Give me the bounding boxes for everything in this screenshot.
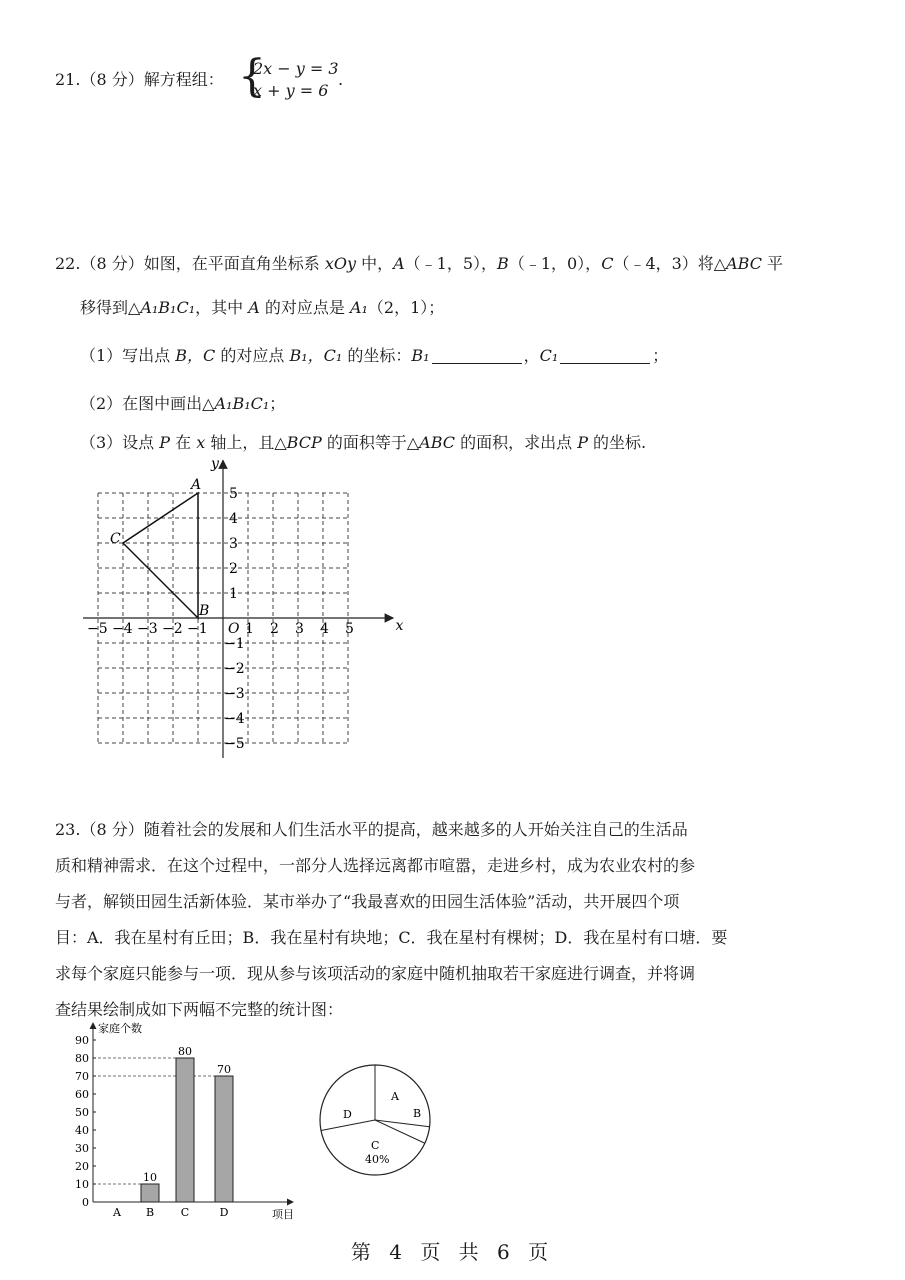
q22-part2 xyxy=(80,394,285,414)
pie-chart xyxy=(315,1060,440,1185)
point-a-coord: （﹣1，5）， xyxy=(404,254,498,273)
bar-y-tick-label: 90 xyxy=(75,1034,89,1047)
point-a-label: A xyxy=(248,298,260,317)
bar-y-tick-label: 0 xyxy=(82,1196,89,1209)
q21-score: （8 分） xyxy=(80,70,144,89)
q22-text: 的坐标. xyxy=(587,433,647,452)
q22-text: 平 xyxy=(761,254,784,273)
y-tick-label: 2 xyxy=(229,561,238,577)
point-b-coord: （﹣1，0）， xyxy=(508,254,602,273)
x-axis-label: x xyxy=(395,618,404,634)
point-a1-label: A₁ xyxy=(349,298,368,317)
q22-text: 轴上，且△ xyxy=(205,433,287,452)
q22-part1 xyxy=(80,346,668,366)
point-a-label: A xyxy=(393,254,405,273)
bar-b xyxy=(141,1184,159,1202)
q22-system: xOy xyxy=(324,254,357,273)
q22-text: ； xyxy=(652,346,669,365)
pie-label-c: C xyxy=(371,1139,380,1152)
y-tick-label: 4 xyxy=(229,511,238,527)
tick-labels xyxy=(87,486,354,752)
x-tick-label: 3 xyxy=(295,621,304,637)
triangle-bcp: BCP xyxy=(286,433,322,452)
point-c-coord: （﹣4，3）将△ xyxy=(613,254,727,273)
bar-category-label: D xyxy=(219,1206,229,1219)
x-tick-label: −3 xyxy=(137,621,158,637)
q23-line: 求每个家庭只能参与一项．现从参与该项活动的家庭中随机抽取若干家庭进行调查，并将调 xyxy=(55,964,696,983)
bar-chart xyxy=(55,1018,315,1228)
q22-text: 在 xyxy=(170,433,197,452)
y-tick-label: −3 xyxy=(224,686,245,702)
bar-y-tick-label: 30 xyxy=(75,1142,89,1155)
bar-category-label: C xyxy=(180,1206,190,1219)
x-axis-label-text: x xyxy=(196,433,206,452)
q22-text: 的面积，求出点 xyxy=(455,433,578,452)
points-b1c1: B₁，C₁ xyxy=(289,346,343,365)
q23-line: 目：A．我在星村有丘田；B．我在星村有块地；C．我在星村有棵树；D．我在星村有口塘．要 xyxy=(55,928,728,947)
y-tick-label: −2 xyxy=(224,661,245,677)
pie-percent-c: 40% xyxy=(365,1153,390,1166)
q22-line1 xyxy=(55,254,783,274)
q22-text: 的面积等于△ xyxy=(321,433,420,452)
q22-text: ； xyxy=(269,394,286,413)
q22-text: 如图，在平面直角坐标系 xyxy=(143,254,325,273)
bar-y-tick-label: 80 xyxy=(75,1052,89,1065)
y-tick-label: 5 xyxy=(229,486,238,502)
y-tick-label: −5 xyxy=(224,736,245,752)
bar-x-label: 项目 xyxy=(272,1208,294,1221)
q21-eq1: 2x − y = 3 xyxy=(253,59,339,78)
x-tick-label: −4 xyxy=(112,621,133,637)
x-tick-label: 4 xyxy=(320,621,329,637)
point-p-label: P xyxy=(159,433,171,452)
bar-y-tick-label: 50 xyxy=(75,1106,89,1119)
q23-line: 质和精神需求．在这个过程中，一部分人选择远离都市喧嚣，走进乡村，成为农业农村的参 xyxy=(55,856,696,875)
triangle-abc: ABC xyxy=(419,433,455,452)
bar-category-label: A xyxy=(113,1206,121,1219)
bar-y-tick-label: 60 xyxy=(75,1088,89,1101)
x-tick-label: 2 xyxy=(270,621,279,637)
bar-y-label: 家庭个数 xyxy=(98,1022,142,1035)
q22-text: （2）在图中画出△ xyxy=(80,394,215,413)
points-bc: B，C xyxy=(175,346,216,365)
y-tick-label: 3 xyxy=(229,536,238,552)
q22-score: （8 分） xyxy=(80,254,144,273)
q23-line: 与者，解锁田园生活新体验．某市举办了“我最喜欢的田园生活体验”活动，共开展四个项 xyxy=(55,892,680,911)
pie-label: B xyxy=(413,1107,422,1120)
x-tick-label: −1 xyxy=(187,621,208,637)
bar-value-label: 70 xyxy=(217,1063,231,1076)
q22-text: ，其中 xyxy=(195,298,249,317)
answer-blank-c1[interactable] xyxy=(560,347,650,364)
answer-label-b1: B₁ xyxy=(411,346,430,365)
bar-value-label: 10 xyxy=(143,1171,157,1184)
pie-radius xyxy=(321,1120,375,1130)
point-a1-coord: （2，1）； xyxy=(367,298,445,317)
origin-label: O xyxy=(228,621,240,637)
answer-blank-b1[interactable] xyxy=(432,347,522,364)
x-tick-label: −5 xyxy=(87,621,108,637)
page-number: 第 4 页 共 6 页 xyxy=(350,1240,555,1264)
point-label-b: B xyxy=(199,603,210,619)
point-label-c: C xyxy=(110,531,121,547)
q22-text: 的对应点 xyxy=(215,346,290,365)
bar-category-label: B xyxy=(145,1206,155,1219)
point-c-label: C xyxy=(601,254,614,273)
q22-number: 22. xyxy=(55,254,81,273)
bar-bars xyxy=(112,1045,233,1219)
q22-text: 中， xyxy=(356,254,394,273)
q21-eq2: x + y = 6 xyxy=(253,81,329,100)
bar-y-tick-label: 70 xyxy=(75,1070,89,1083)
q21-prompt: 解方程组： xyxy=(143,70,224,89)
triangle-a1b1c1: A₁B₁C₁ xyxy=(140,298,196,317)
q22-text: 的坐标： xyxy=(342,346,412,365)
bar-y-tick-label: 20 xyxy=(75,1160,89,1173)
bar-y-tick-label: 10 xyxy=(75,1178,89,1191)
q21-end: . xyxy=(338,70,344,89)
bar-value-label: 80 xyxy=(178,1045,192,1058)
q22-line2 xyxy=(80,298,444,318)
point-p-label: P xyxy=(577,433,588,452)
pie-label: D xyxy=(343,1108,352,1121)
system-brace: { xyxy=(238,51,266,102)
q23-text xyxy=(55,812,727,1028)
y-axis-label: y xyxy=(211,456,219,472)
point-label-a: A xyxy=(191,477,202,493)
coordinate-grid xyxy=(70,455,404,775)
pie-label: A xyxy=(391,1090,399,1103)
q23-line: 23.（8 分）随着社会的发展和人们生活水平的提高，越来越多的人开始关注自己的生活品 xyxy=(55,820,688,839)
q22-text: 的对应点是 xyxy=(259,298,350,317)
q21-number: 21. xyxy=(55,70,81,89)
x-tick-label: 1 xyxy=(245,621,254,637)
q23-line: 查结果绘制成如下两幅不完整的统计图： xyxy=(55,1000,344,1019)
q22-text: （1）写出点 xyxy=(80,346,176,365)
q22-text: 移得到△ xyxy=(80,298,141,317)
x-tick-label: 5 xyxy=(345,621,354,637)
bar-d xyxy=(215,1076,233,1202)
q22-text: ， xyxy=(523,346,540,365)
triangle-abc-shape xyxy=(110,477,209,619)
bar-chart-guides xyxy=(93,1058,215,1184)
q21-header xyxy=(55,70,224,90)
y-tick-label: −1 xyxy=(224,636,245,652)
q22-part3 xyxy=(80,433,646,453)
q22-text: （3）设点 xyxy=(80,433,160,452)
bar-y-tick-label: 40 xyxy=(75,1124,89,1137)
triangle-abc-outline xyxy=(123,493,198,618)
answer-label-c1: C₁ xyxy=(539,346,559,365)
y-tick-label: −4 xyxy=(224,711,245,727)
point-b-label: B xyxy=(497,254,509,273)
y-tick-label: 1 xyxy=(229,586,238,602)
triangle-abc: ABC xyxy=(726,254,762,273)
triangle-a1b1c1: A₁B₁C₁ xyxy=(214,394,270,413)
x-tick-label: −2 xyxy=(162,621,183,637)
bar-c xyxy=(176,1058,194,1202)
